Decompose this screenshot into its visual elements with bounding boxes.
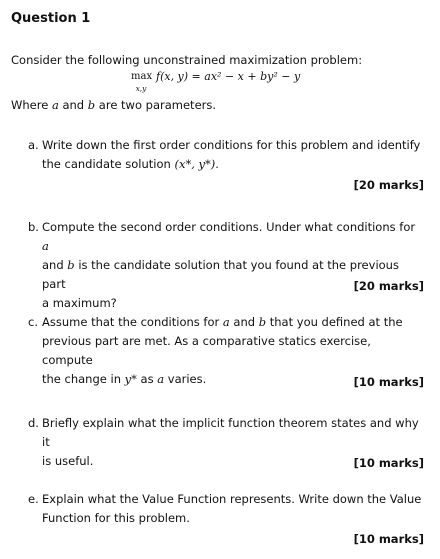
- part-label: d.: [28, 416, 39, 430]
- part-label: b.: [28, 220, 39, 234]
- part-text: Write down the first order conditions for this problem and identify the candidate solution (x*, y*).: [42, 138, 421, 171]
- part-a-marks: [20 marks]: [353, 178, 424, 192]
- part-d-marks: [10 marks]: [353, 456, 424, 470]
- part-text: Compute the second order conditions. Under what conditions for a and b is the candidate solution that you found at the previous part a maximum?: [42, 220, 416, 310]
- question-title: Question 1: [11, 11, 91, 26]
- part-text: Explain what the Value Function represents. Write down the Value Function for this problem.: [42, 492, 422, 525]
- part-c-marks: [10 marks]: [353, 375, 424, 389]
- objective-function: f(x, y) = ax² − x + by² − y: [156, 70, 301, 83]
- part-b-marks: [20 marks]: [353, 279, 424, 293]
- part-a: [28, 136, 424, 174]
- part-label: a.: [28, 138, 39, 152]
- part-text: Briefly explain what the implicit function theorem states and why it is useful.: [42, 416, 419, 468]
- part-label: e.: [28, 492, 39, 506]
- max-subscript: x,y: [135, 84, 147, 93]
- question-intro: Consider the following unconstrained maximization problem:: [11, 53, 363, 67]
- part-e-marks: [10 marks]: [353, 532, 424, 546]
- parameters-note: Where a and b are two parameters.: [11, 98, 217, 112]
- max-operator: max: [131, 71, 153, 82]
- part-e: [28, 490, 424, 528]
- part-text: Assume that the conditions for a and b that you defined at the previous part are met. As a comparative statics exercise, compute the change in y* as a varies.: [42, 315, 403, 386]
- part-label: c.: [28, 315, 38, 329]
- part-b: [28, 218, 424, 313]
